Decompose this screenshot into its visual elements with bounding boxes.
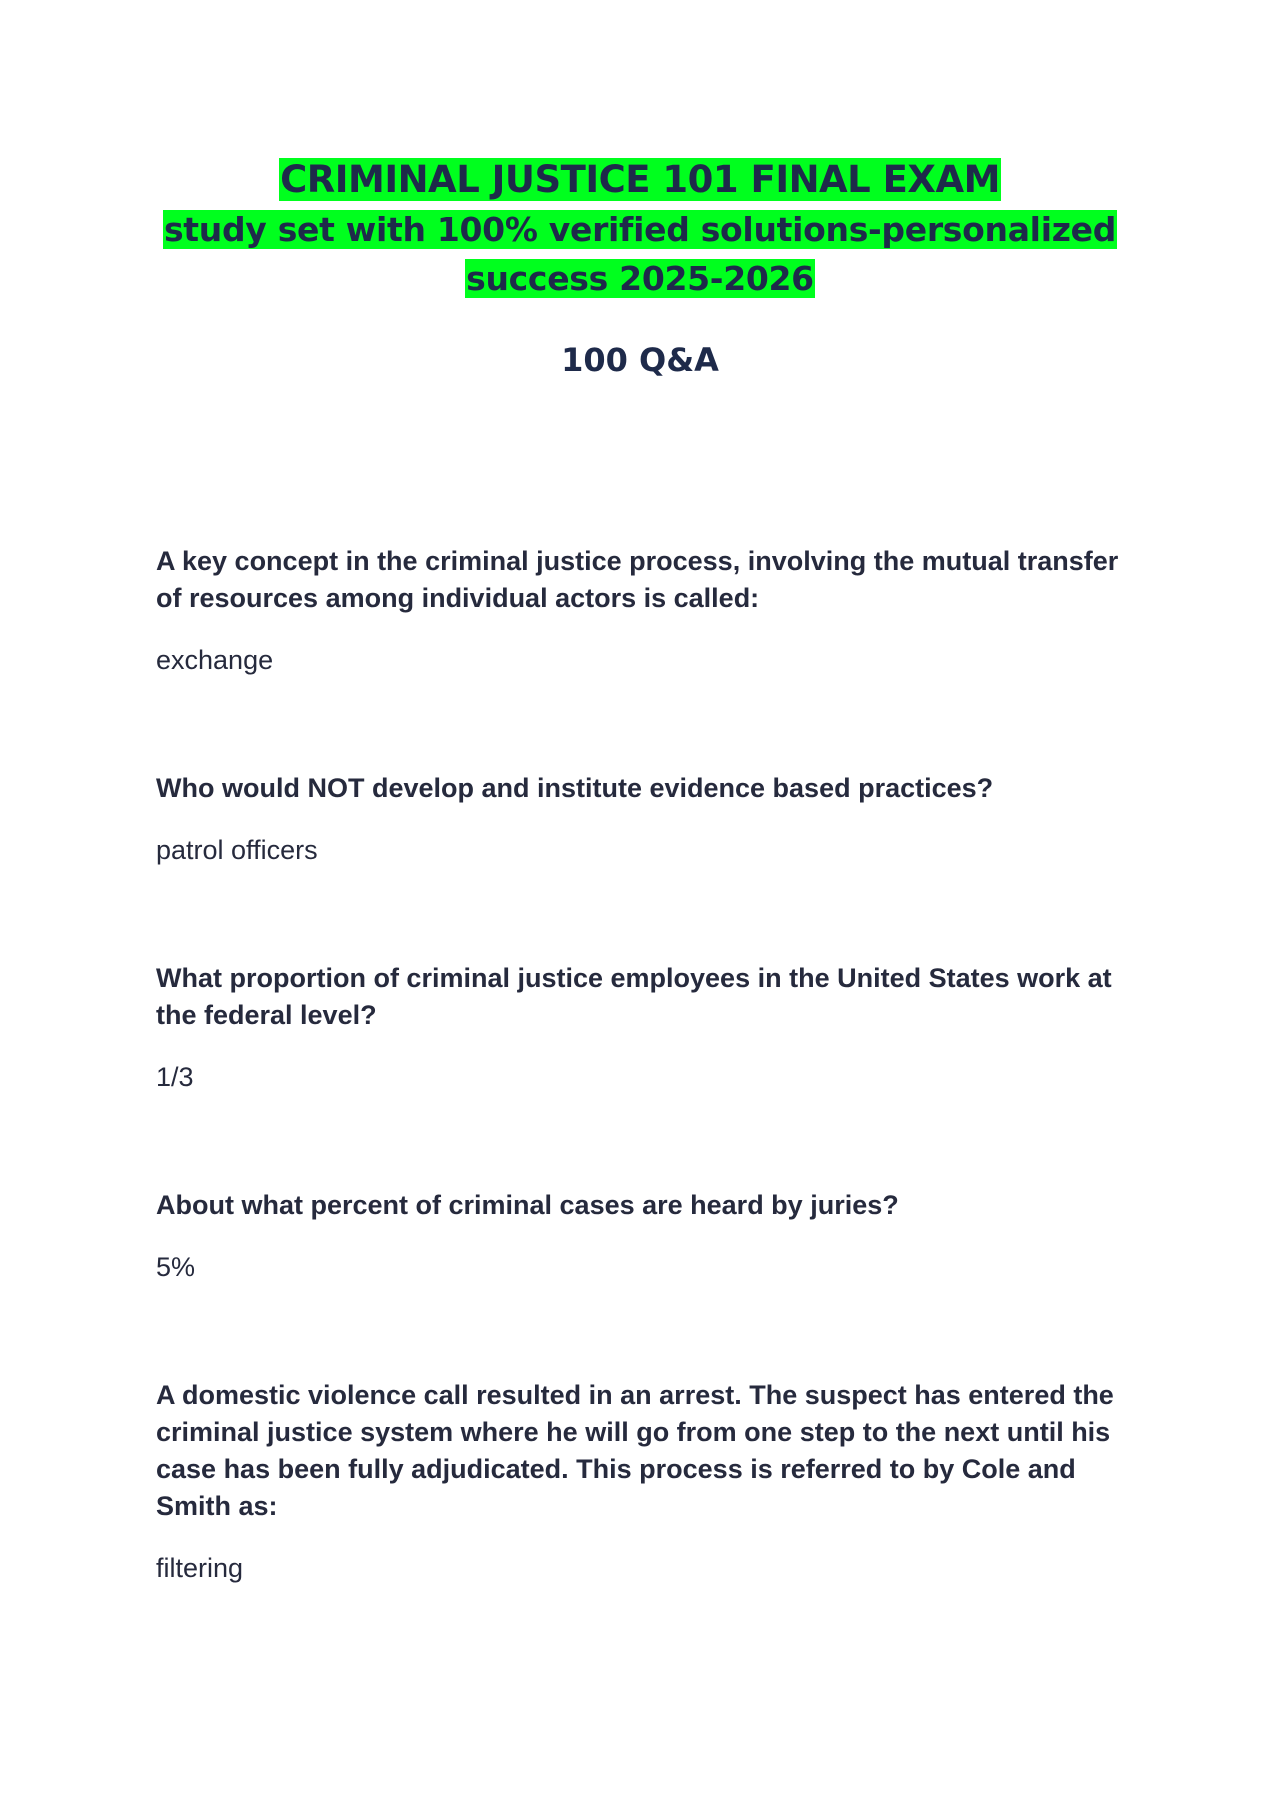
document-subtitle: study set with 100% verified solutions-personalized success 2025-2026 — [163, 210, 1117, 298]
question-text: A key concept in the criminal justice process, involving the mutual transfer of resources among individual actors is called: — [156, 546, 1119, 613]
question-text: Who would NOT develop and institute evidence based practices? — [156, 773, 994, 803]
answer-text: exchange — [156, 645, 274, 675]
document-title-block — [0, 155, 1280, 303]
answer-text: 1/3 — [156, 1062, 194, 1092]
qa-item — [156, 1377, 1136, 1587]
question-text: A domestic violence call resulted in an arrest. The suspect has entered the criminal justice system where he will go from one step to the next until his case has been fully adjudicated. This process is referred to by Cole and Smith as: — [156, 1380, 1114, 1521]
qa-item — [156, 770, 1136, 869]
answer-text: 5% — [156, 1252, 196, 1282]
document-title: CRIMINAL JUSTICE 101 FINAL EXAM — [280, 158, 1000, 201]
qa-count-heading: 100 Q&A — [561, 341, 719, 379]
answer-text: patrol officers — [156, 835, 318, 865]
qa-item — [156, 543, 1136, 679]
qa-item — [156, 960, 1136, 1096]
answer-text: filtering — [156, 1553, 244, 1583]
question-text: What proportion of criminal justice employees in the United States work at the federal level? — [156, 963, 1112, 1030]
qa-item — [156, 1187, 1136, 1286]
question-text: About what percent of criminal cases are heard by juries? — [156, 1190, 899, 1220]
